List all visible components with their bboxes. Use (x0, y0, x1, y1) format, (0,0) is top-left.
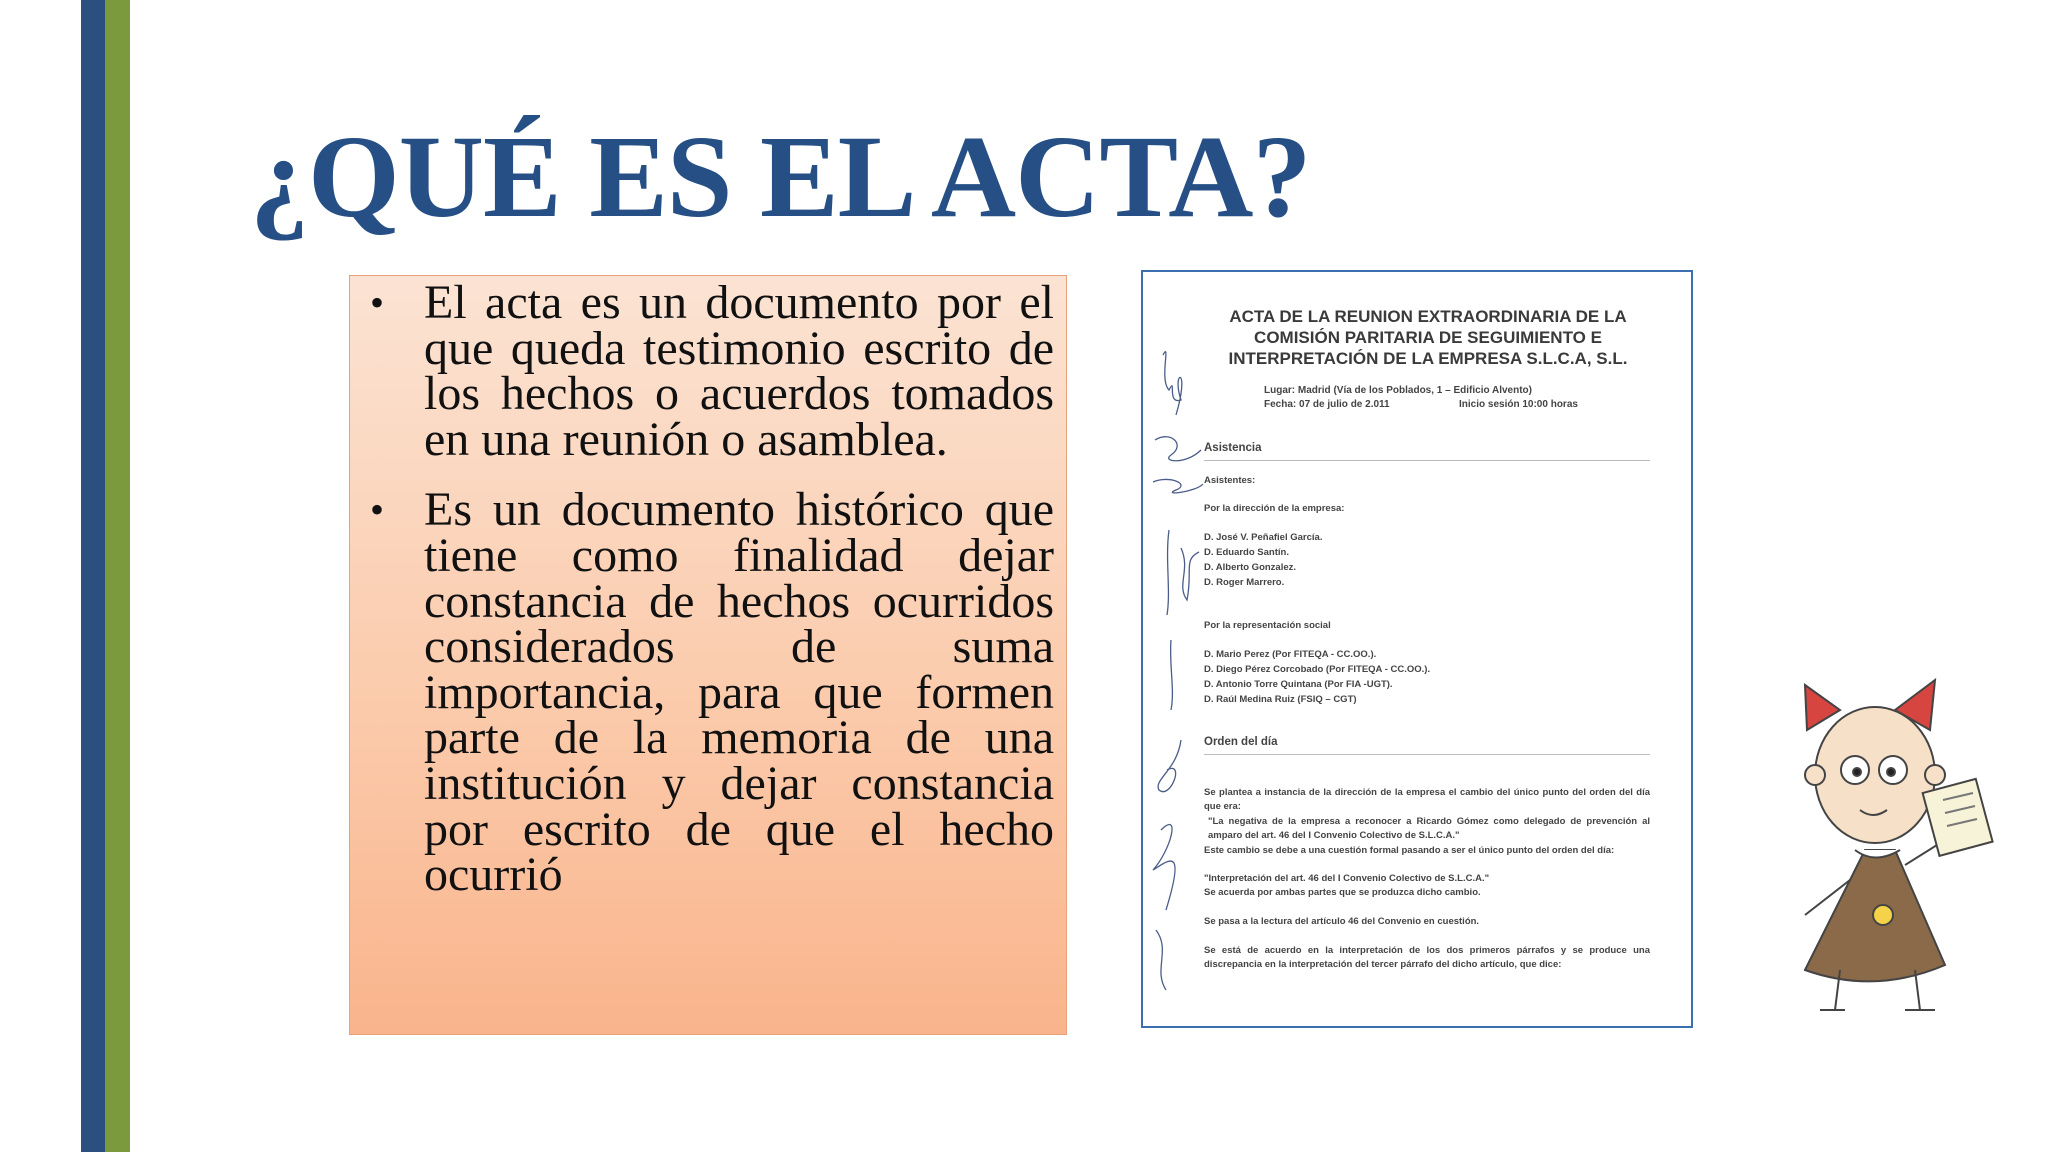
acta-paragraph: Se plantea a instancia de la dirección de la empresa el cambio del único punto del orden del día que era: (1204, 787, 1650, 812)
acta-inicio: Inicio sesión 10:00 horas (1459, 399, 1578, 410)
bullet-item (364, 483, 1054, 902)
acta-paragraph: Se está de acuerdo en la interpretación de los dos primeros párrafos y se produce una discrepancia en la interpretación del tercer párrafo del dicho artículo, que dice: (1204, 945, 1650, 970)
acta-direccion-member: D. Roger Marrero. (1204, 577, 1285, 588)
acta-paragraph: Se acuerda por ambas partes que se produzca dicho cambio. (1204, 887, 1481, 898)
bullet-list (364, 276, 1054, 923)
bullet-dot-icon: • (370, 280, 385, 325)
divider (1204, 754, 1650, 755)
acta-direccion-member: D. Eduardo Santín. (1204, 547, 1289, 558)
bullet-text: El acta es un documento por el que queda testimonio escrito de los hechos o acuerdos tomados en una reunión o asamblea. (424, 276, 1054, 466)
acta-representacion-member: D. Mario Perez (Por FITEQA - CC.OO.). (1204, 649, 1377, 660)
acta-title-line: INTERPRETACIÓN DE LA EMPRESA S.L.C.A, S.L. (1228, 349, 1628, 368)
acta-paragraph: Se pasa a la lectura del artículo 46 del Convenio en cuestión. (1204, 916, 1480, 927)
acta-document-image (1141, 270, 1693, 1028)
bullet-item (364, 276, 1054, 466)
accent-bar-green (105, 0, 130, 1152)
acta-direccion-member: D. Alberto Gonzalez. (1204, 562, 1297, 573)
acta-paragraph: "La negativa de la empresa a reconocer a Ricardo Gómez como delegado de prevención al amparo del art. 46 del I Convenio Colectivo de S.L.C.A." (1208, 816, 1650, 841)
bullet-dot-icon: • (370, 487, 385, 533)
acta-por-direccion: Por la dirección de la empresa: (1204, 503, 1345, 514)
slide-title: ¿QUÉ ES EL ACTA? (250, 111, 1311, 242)
accent-bar-blue (81, 0, 105, 1152)
acta-title-line: ACTA DE LA REUNION EXTRAORDINARIA DE LA (1229, 307, 1627, 326)
acta-fecha: Fecha: 07 de julio de 2.011 (1264, 399, 1390, 410)
acta-representacion-member: D. Diego Pérez Corcobado (Por FITEQA - CC.OO.). (1204, 664, 1431, 675)
acta-lugar: Lugar: Madrid (Vía de los Poblados, 1 – Edificio Alvento) (1264, 385, 1532, 396)
acta-direccion-member: D. José V. Peñafiel García. (1204, 532, 1323, 543)
acta-title-line: COMISIÓN PARITARIA DE SEGUIMIENTO E (1254, 328, 1602, 347)
acta-title (1193, 306, 1663, 369)
acta-por-representacion: Por la representación social (1204, 620, 1331, 631)
acta-orden: Orden del día (1204, 736, 1278, 748)
bullet-text-box (349, 275, 1067, 1035)
acta-asistencia: Asistencia (1204, 442, 1262, 454)
acta-asistentes: Asistentes: (1204, 475, 1256, 486)
acta-paragraph: Este cambio se debe a una cuestión formal pasando a ser el único punto del orden del día: (1204, 845, 1615, 856)
acta-representacion-member: D. Raúl Medina Ruiz (FSIQ – CGT) (1204, 694, 1357, 705)
acta-paragraph: "Interpretación del art. 46 del I Convenio Colectivo de S.L.C.A." (1204, 873, 1490, 884)
girl-reading-illustration (1745, 625, 2015, 1025)
divider (1204, 460, 1650, 461)
bullet-text: Es un documento histórico que tiene como finalidad dejar constancia de hechos ocurridos considerados de suma importancia, para que formen parte de la memoria de una institución y dejar constancia por escrito de que el hecho ocurrió (424, 483, 1054, 902)
acta-representacion-member: D. Antonio Torre Quintana (Por FIA -UGT). (1204, 679, 1393, 690)
